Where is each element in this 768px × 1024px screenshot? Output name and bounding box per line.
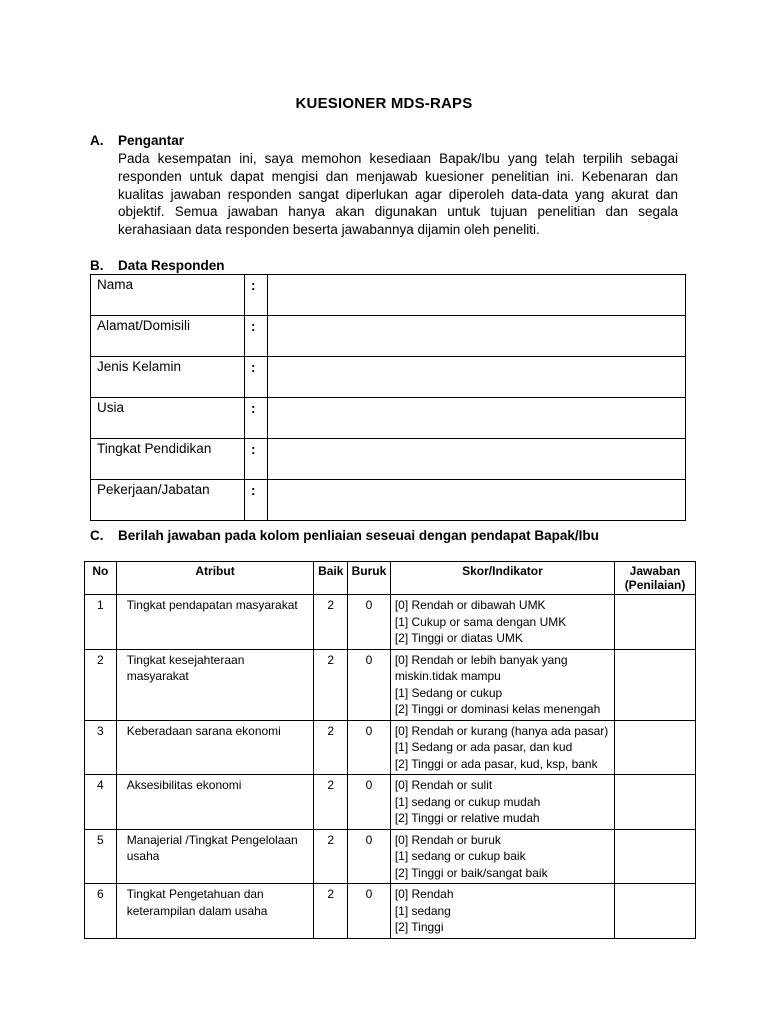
indikator-line: [0] Rendah or dibawah UMK [394, 598, 546, 612]
indikator-line: [0] Rendah or lebih banyak yang miskin.tidak mampu [394, 652, 568, 683]
row-jawaban-cell[interactable] [615, 829, 696, 884]
respondent-field-value[interactable] [268, 357, 686, 398]
respondent-field-colon: : [245, 398, 268, 439]
row-number: 3 [85, 720, 117, 775]
row-buruk: 0 [348, 829, 391, 884]
row-atribut: Tingkat Pengetahuan dan keterampilan dalam usaha [116, 884, 314, 939]
row-jawaban-cell[interactable] [615, 775, 696, 830]
document-title: KUESIONER MDS-RAPS [295, 95, 473, 112]
header-jawaban-line1: Jawaban [629, 564, 681, 578]
row-indikator [390, 595, 614, 650]
table-row [85, 775, 696, 830]
respondent-row [91, 275, 686, 316]
indikator-line: [2] Tinggi or diatas UMK [394, 631, 523, 645]
respondent-field-label: Tingkat Pendidikan [91, 439, 245, 480]
header-buruk: Buruk [348, 562, 391, 595]
section-a-letter: A. [90, 133, 104, 148]
respondent-field-label: Pekerjaan/Jabatan [91, 480, 245, 521]
table-row [85, 884, 696, 939]
respondent-field-value[interactable] [268, 398, 686, 439]
section-b-heading [90, 258, 225, 273]
respondent-field-colon: : [245, 480, 268, 521]
row-number: 1 [85, 595, 117, 650]
indikator-line: [2] Tinggi or relative mudah [394, 811, 540, 825]
indikator-line: [0] Rendah or sulit [394, 778, 493, 792]
row-jawaban-cell[interactable] [615, 595, 696, 650]
indikator-line: [1] sedang [394, 903, 451, 918]
indikator-line: [0] Rendah [394, 887, 454, 901]
respondent-field-value[interactable] [268, 439, 686, 480]
row-number: 5 [85, 829, 117, 884]
row-number: 2 [85, 649, 117, 720]
indikator-line: [1] Sedang or cukup [394, 685, 503, 700]
row-atribut: Manajerial /Tingkat Pengelolaan usaha [116, 829, 314, 884]
row-baik: 2 [314, 595, 348, 650]
indikator-line: [1] Sedang or ada pasar, dan kud [394, 740, 573, 754]
assessment-table [84, 561, 696, 939]
row-buruk: 0 [348, 595, 391, 650]
row-buruk: 0 [348, 649, 391, 720]
row-baik: 2 [314, 884, 348, 939]
respondent-field-colon: : [245, 357, 268, 398]
section-b-letter: B. [90, 258, 104, 273]
respondent-row [91, 316, 686, 357]
section-c-letter: C. [90, 528, 104, 543]
row-baik: 2 [314, 775, 348, 830]
respondent-row [91, 480, 686, 521]
row-indikator [390, 720, 614, 775]
table-row [85, 720, 696, 775]
table-row [85, 829, 696, 884]
row-baik: 2 [314, 649, 348, 720]
row-jawaban-cell[interactable] [615, 720, 696, 775]
respondent-field-label: Alamat/Domisili [91, 316, 245, 357]
indikator-line: [1] sedang or cukup baik [394, 849, 526, 863]
indikator-line: [0] Rendah or buruk [394, 832, 501, 847]
respondent-field-value[interactable] [268, 480, 686, 521]
respondent-row [91, 357, 686, 398]
row-indikator [390, 884, 614, 939]
row-indikator [390, 829, 614, 884]
respondent-field-label: Usia [91, 398, 245, 439]
respondent-field-colon: : [245, 439, 268, 480]
row-indikator [390, 775, 614, 830]
respondent-field-label: Nama [91, 275, 245, 316]
row-atribut: Keberadaan sarana ekonomi [116, 720, 314, 775]
respondent-data-table [90, 274, 686, 521]
row-buruk: 0 [348, 775, 391, 830]
respondent-row [91, 439, 686, 480]
row-buruk: 0 [348, 720, 391, 775]
section-a-title: Pengantar [118, 133, 185, 148]
respondent-row [91, 398, 686, 439]
table-row [85, 649, 696, 720]
intro-paragraph: Pada kesempatan ini, saya memohon kesediaan Bapak/Ibu yang telah terpilih sebagai responden untuk dapat mengisi dan menjawab kuesioner penelitian ini. Kebenaran dan kualitas jawaban responden sangat diperlukan agar diperoleh data-data yang akurat dan objektif. Semua jawaban hanya akan digunakan untuk tujuan penelitian dan segala kerahasiaan data responden beserta jawabannya dijamin oleh peneliti. [118, 151, 678, 238]
row-indikator [390, 649, 614, 720]
section-b-title: Data Responden [118, 258, 225, 273]
table-row [85, 595, 696, 650]
header-baik: Baik [314, 562, 348, 595]
row-atribut: Tingkat kesejahteraan masyarakat [116, 649, 314, 720]
indikator-line: [2] Tinggi or baik/sangat baik [394, 865, 548, 880]
row-jawaban-cell[interactable] [615, 884, 696, 939]
row-atribut: Tingkat pendapatan masyarakat [116, 595, 314, 650]
row-number: 6 [85, 884, 117, 939]
indikator-line: [0] Rendah or kurang (hanya ada pasar) [394, 723, 609, 738]
assessment-header-row [85, 562, 696, 595]
respondent-field-value[interactable] [268, 275, 686, 316]
indikator-line: [1] Cukup or sama dengan UMK [394, 614, 567, 629]
header-jawaban [615, 562, 696, 595]
row-buruk: 0 [348, 884, 391, 939]
section-c-heading [90, 528, 599, 543]
indikator-line: [2] Tinggi or ada pasar, kud, ksp, bank [394, 756, 598, 771]
respondent-field-colon: : [245, 275, 268, 316]
respondent-field-label: Jenis Kelamin [91, 357, 245, 398]
header-jawaban-line2: (Penilaian) [624, 578, 686, 592]
respondent-field-value[interactable] [268, 316, 686, 357]
indikator-line: [2] Tinggi [394, 920, 444, 934]
row-jawaban-cell[interactable] [615, 649, 696, 720]
section-a-heading [90, 133, 184, 148]
header-skor-indikator: Skor/Indikator [390, 562, 614, 595]
respondent-field-colon: : [245, 316, 268, 357]
indikator-line: [1] sedang or cukup mudah [394, 794, 541, 809]
header-atribut: Atribut [116, 562, 314, 595]
header-no: No [85, 562, 117, 595]
row-atribut: Aksesibilitas ekonomi [116, 775, 314, 830]
indikator-line: [2] Tinggi or dominasi kelas menengah [394, 702, 601, 716]
row-baik: 2 [314, 829, 348, 884]
row-number: 4 [85, 775, 117, 830]
row-baik: 2 [314, 720, 348, 775]
section-c-title: Berilah jawaban pada kolom penliaian seseuai dengan pendapat Bapak/Ibu [118, 528, 599, 543]
